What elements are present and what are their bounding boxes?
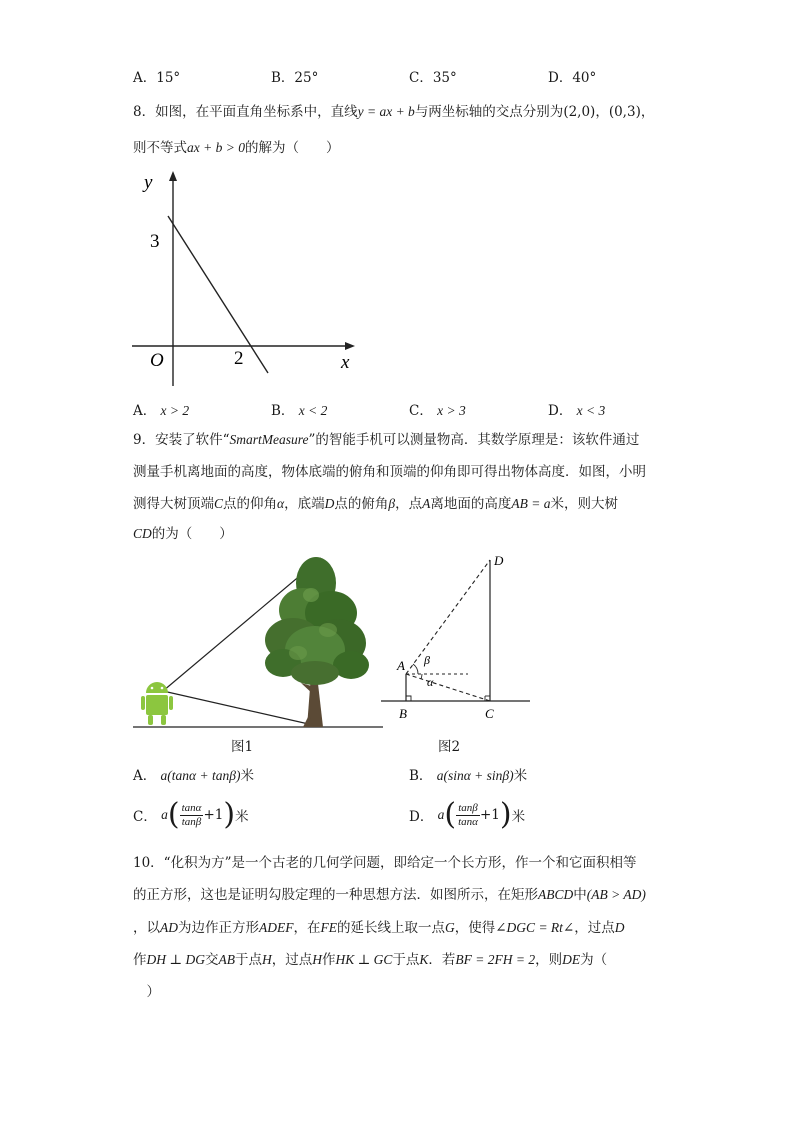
- tree-illustration: [265, 557, 369, 727]
- angle-alpha-arc: [421, 674, 422, 679]
- x-axis-label: x: [341, 352, 350, 373]
- origin-label: O: [150, 350, 164, 371]
- point-1: (2,0): [563, 104, 596, 120]
- q8-option-b: B． x < 2: [271, 403, 328, 419]
- angle-beta-arc: [413, 664, 418, 674]
- q9-option-b: B． a(sinα + sinβ)米: [409, 768, 528, 784]
- q8-stem-line1: 8．如图，在平面直角坐标系中，直线y = ax + b与两坐标轴的交点分别为(2,0)，(0,3)，: [133, 104, 655, 120]
- y-intercept-label: 3: [150, 231, 160, 252]
- label-alpha: α: [427, 675, 434, 689]
- label-A: A: [397, 658, 405, 673]
- q8-stem-line2: 则不等式ax + b > 0的解为（ ）: [133, 140, 340, 156]
- line-equation: y = ax + b: [357, 104, 415, 119]
- fig1-caption: 图1: [231, 739, 254, 755]
- option-value: 40°: [572, 70, 597, 86]
- y-axis-arrow: [169, 171, 177, 181]
- segment-AD: [406, 560, 490, 674]
- x-axis-arrow: [345, 342, 355, 350]
- q9-stem-line4: CD的为（ ）: [133, 526, 233, 542]
- option-value: 15°: [156, 70, 181, 86]
- q9-option-d: D． a ( $\frac{\tan\beta}{\tan\alpha}$ +1 ) 米: [409, 797, 526, 832]
- x-intercept-label: 2: [234, 348, 244, 369]
- q9-option-c: C． a ( $\frac{\tan\alpha}{\tan\beta}$ +1 ) 米: [133, 797, 249, 832]
- q10-stem-line4: 作DH ⊥ DG交AB于点H，过点H作HK ⊥ GC于点K．若BF = 2FH = 2，则DE为（: [133, 952, 608, 968]
- q10-stem-line5: ）: [133, 984, 160, 1000]
- label-B: B: [399, 706, 407, 721]
- q9-stem-line2: 测量手机离地面的高度，物体底端的俯角和顶端的仰角即可得出物体高度．如图，小明: [133, 464, 646, 480]
- option-letter: B．: [271, 70, 295, 86]
- q9-option-a: A． a(tanα + tanβ)米: [133, 768, 254, 784]
- option-letter: D．: [548, 70, 573, 86]
- option-letter: C．: [409, 70, 433, 86]
- q9-stem-line3: 测得大树顶端C点的仰角α，底端D点的俯角β，点A离地面的高度AB = a米，则大树: [133, 496, 618, 512]
- q7-option-c: [409, 66, 457, 86]
- label-C: C: [485, 706, 494, 721]
- q10-stem-line1: 10．“化积为方”是一个古老的几何学问题，即给定一个长方形，作一个和它面积相等: [133, 855, 637, 871]
- q10-stem-line3: ，以AD为边作正方形ADEF，在FE的延长线上取一点G，使得∠DGC = Rt∠，过点D: [133, 920, 625, 936]
- software-name: SmartMeasure: [229, 432, 309, 447]
- fig2-caption: 图2: [438, 739, 461, 755]
- fraction: $\frac{\tan\beta}{\tan\alpha}$: [458, 801, 478, 828]
- label-D: D: [494, 553, 504, 568]
- depression-sight-line: [163, 691, 313, 725]
- android-robot-illustration: [141, 682, 173, 725]
- inequality: ax + b > 0: [187, 140, 245, 155]
- q9-figure-2: [378, 550, 533, 725]
- q8-graph: [130, 168, 360, 390]
- q9-figure-1: [133, 555, 385, 730]
- segment-AC: [406, 674, 490, 701]
- q7-option-d: [548, 66, 596, 86]
- q7-option-a: [133, 66, 180, 86]
- q10-stem-line2: 的正方形，这也是证明勾股定理的一种思想方法．如图所示，在矩形ABCD中(AB > AD): [133, 887, 646, 903]
- label-beta: β: [424, 653, 430, 667]
- right-angle-B: [406, 696, 411, 701]
- option-letter: A．: [133, 70, 157, 86]
- q8-option-c: C． x > 3: [409, 403, 466, 419]
- option-value: 25°: [294, 70, 319, 86]
- fraction: $\frac{\tan\alpha}{\tan\beta}$: [181, 801, 202, 828]
- q9-stem-line1: 9．安装了软件“SmartMeasure”的智能手机可以测量物高．其数学原理是：该软件通过: [133, 432, 640, 448]
- q8-option-a: A． x > 2: [133, 403, 190, 419]
- q7-option-b: [271, 66, 318, 86]
- y-axis-label: y: [144, 172, 153, 193]
- q8-option-d: D． x < 3: [548, 403, 606, 419]
- point-2: (0,3): [608, 104, 641, 120]
- option-value: 35°: [432, 70, 457, 86]
- function-line: [168, 216, 268, 373]
